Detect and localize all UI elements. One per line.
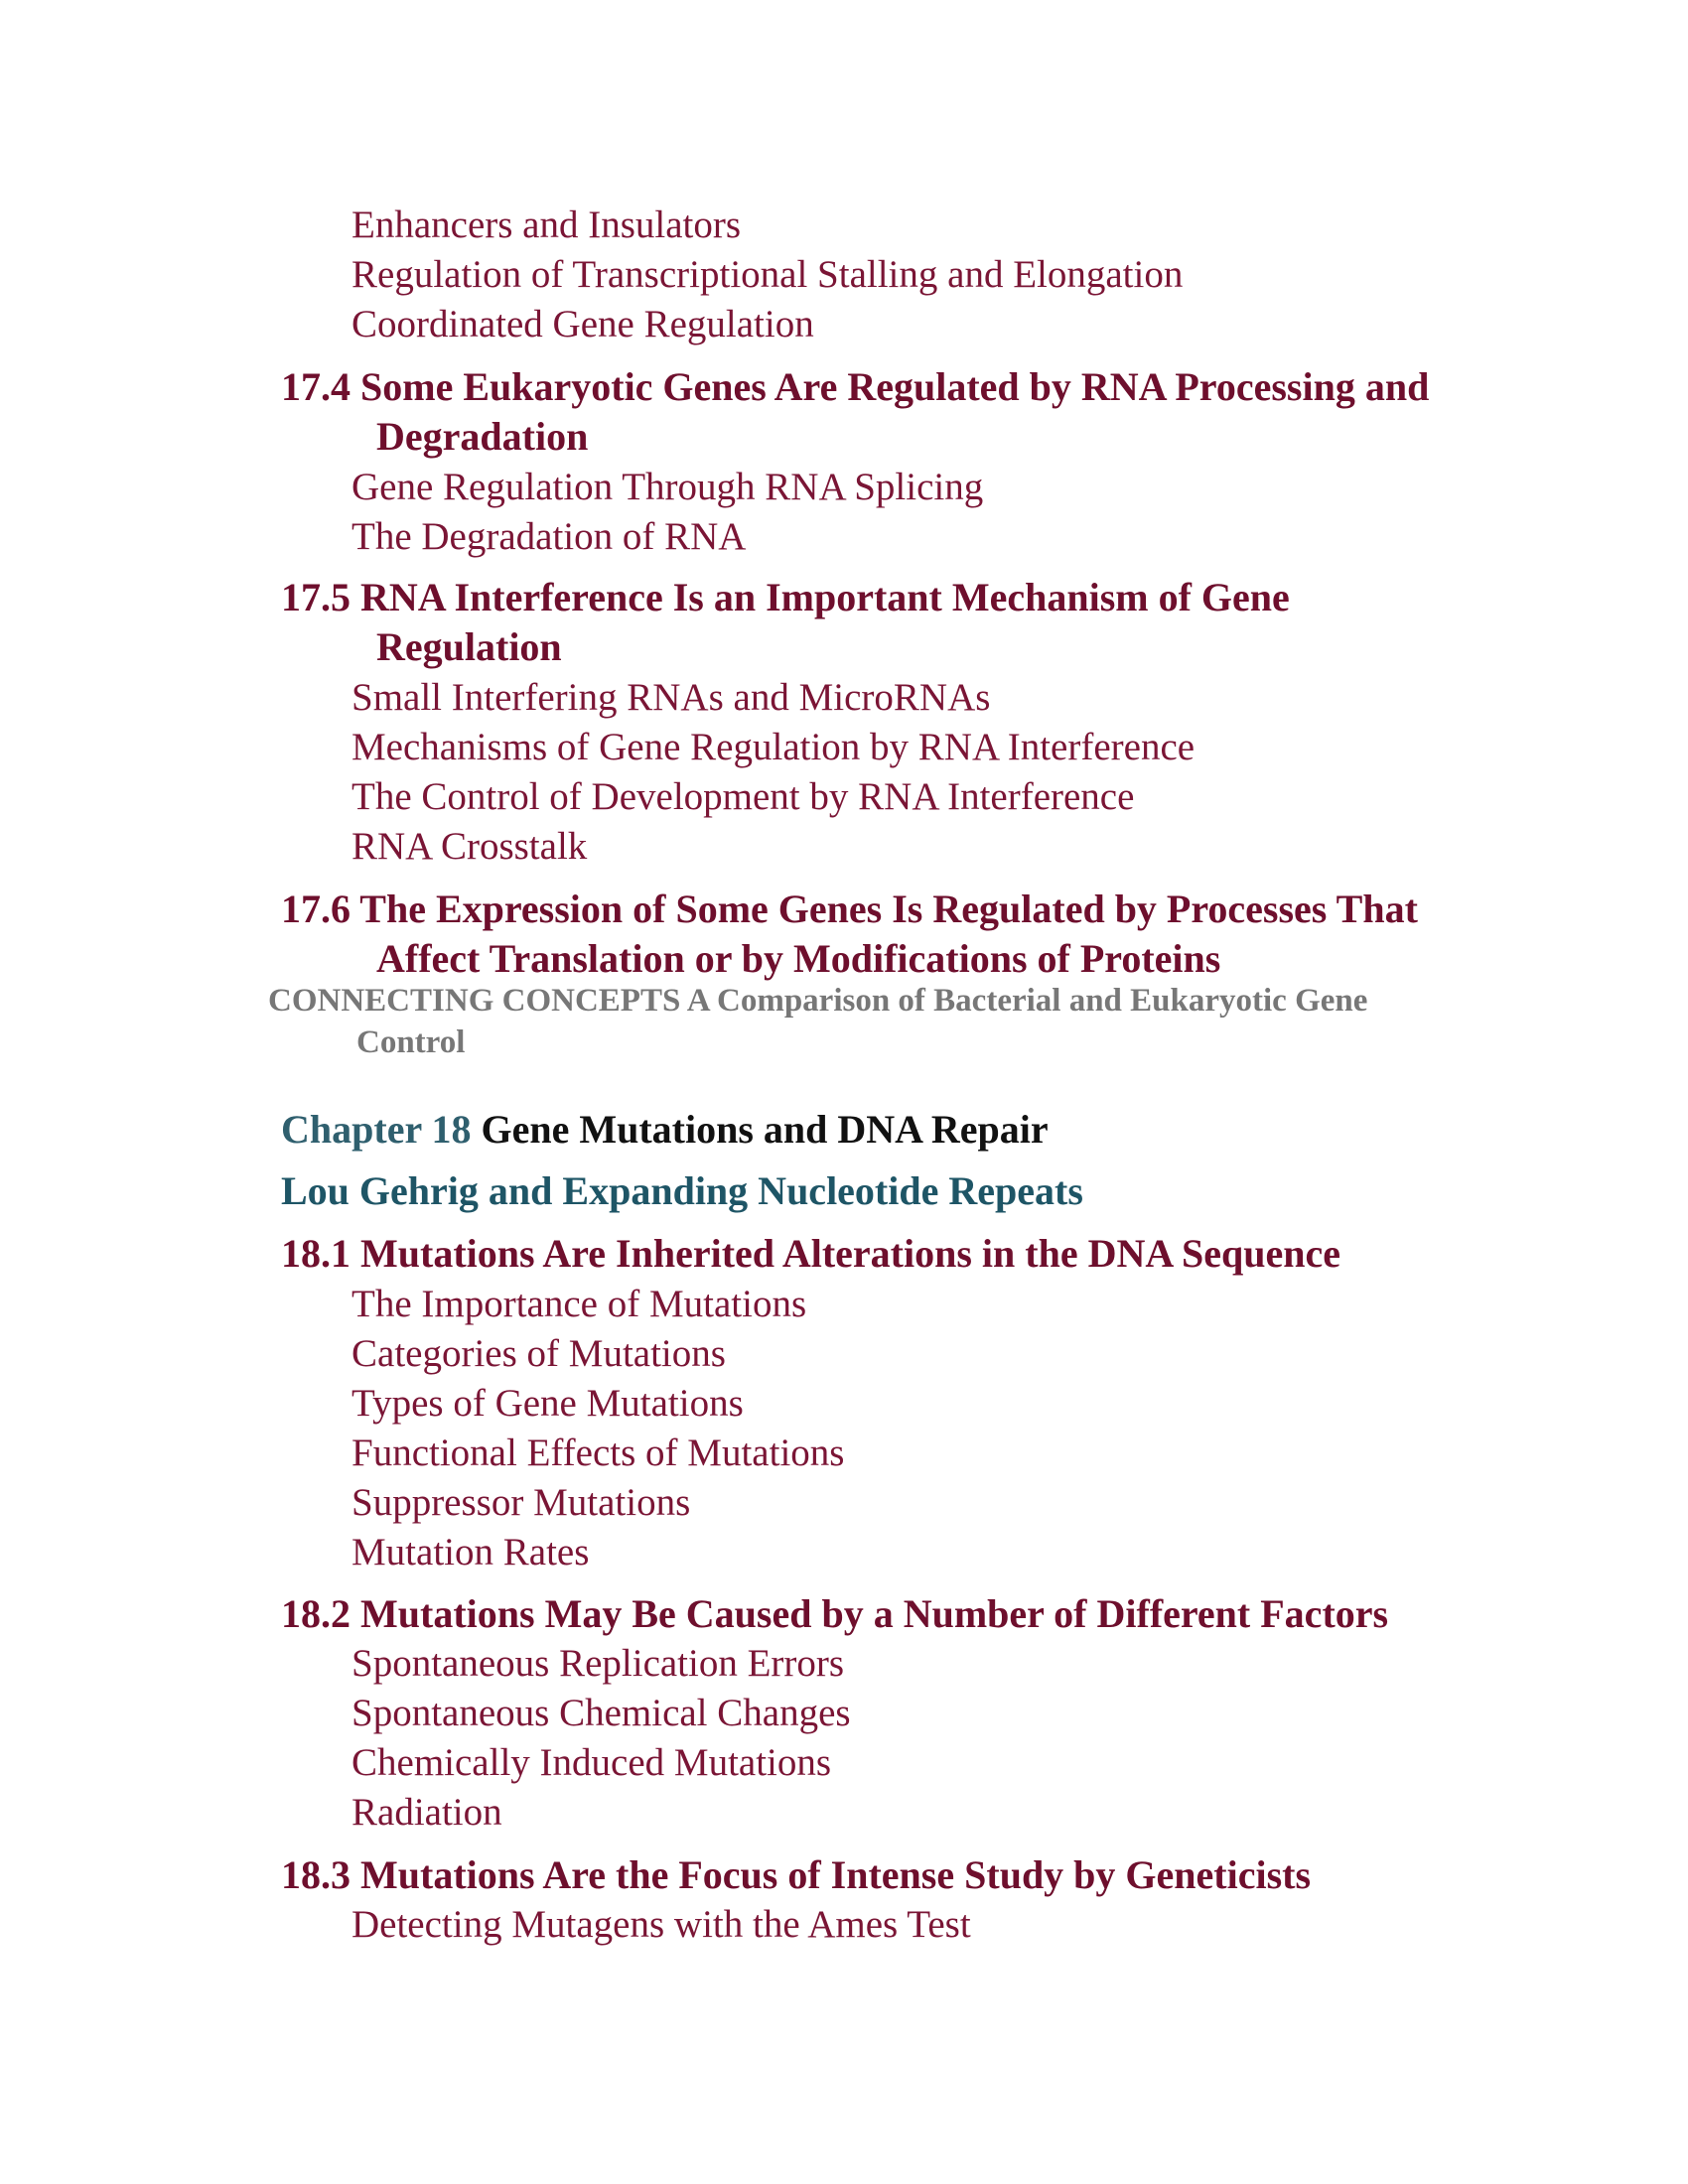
toc-subsection: Mechanisms of Gene Regulation by RNA Interference	[352, 726, 1196, 768]
toc-section-heading: 17.5 RNA Interference Is an Important Mechanism of Gene	[281, 575, 1290, 619]
connecting-concepts-heading-continued: Control	[356, 1024, 466, 1060]
toc-subsection: The Control of Development by RNA Interference	[352, 775, 1135, 818]
toc-section-heading: 18.2 Mutations May Be Caused by a Number of Different Factors	[281, 1591, 1389, 1636]
toc-subsection: Regulation of Transcriptional Stalling and Elongation	[352, 253, 1184, 296]
chapter-heading	[281, 1107, 1049, 1152]
toc-subsection: Types of Gene Mutations	[352, 1382, 744, 1425]
toc-subsection: Categories of Mutations	[352, 1332, 726, 1375]
toc-subsection: RNA Crosstalk	[352, 825, 588, 868]
toc-section-heading-continued: Degradation	[376, 414, 589, 459]
toc-section-heading-continued: Regulation	[376, 624, 562, 669]
toc-subsection: Coordinated Gene Regulation	[352, 303, 814, 345]
toc-subsection: Chemically Induced Mutations	[352, 1741, 832, 1784]
chapter-title: Gene Mutations and DNA Repair	[481, 1107, 1049, 1152]
toc-section-heading: 18.1 Mutations Are Inherited Alterations in the DNA Sequence	[281, 1231, 1341, 1276]
connecting-concepts-heading: CONNECTING CONCEPTS A Comparison of Bacterial and Eukaryotic Gene	[268, 983, 1368, 1019]
toc-subsection: Detecting Mutagens with the Ames Test	[352, 1903, 971, 1946]
toc-subsection: The Importance of Mutations	[352, 1283, 807, 1325]
toc-subsection: The Degradation of RNA	[352, 515, 747, 558]
toc-subsection: Mutation Rates	[352, 1531, 590, 1573]
toc-subsection: Functional Effects of Mutations	[352, 1432, 845, 1474]
toc-section-heading: 17.6 The Expression of Some Genes Is Regulated by Processes That	[281, 887, 1418, 931]
toc-subsection: Radiation	[352, 1791, 502, 1834]
toc-subsection: Spontaneous Chemical Changes	[352, 1692, 851, 1734]
chapter-opener: Lou Gehrig and Expanding Nucleotide Repeats	[281, 1168, 1083, 1213]
toc-section-heading: 17.4 Some Eukaryotic Genes Are Regulated by RNA Processing and	[281, 364, 1430, 409]
chapter-number: Chapter 18	[281, 1107, 472, 1152]
toc-section-heading: 18.3 Mutations Are the Focus of Intense Study by Geneticists	[281, 1852, 1312, 1897]
toc-subsection: Small Interfering RNAs and MicroRNAs	[352, 676, 991, 719]
toc-subsection: Suppressor Mutations	[352, 1481, 691, 1524]
toc-subsection: Spontaneous Replication Errors	[352, 1642, 845, 1685]
toc-section-heading-continued: Affect Translation or by Modifications of Proteins	[376, 936, 1221, 981]
toc-subsection: Gene Regulation Through RNA Splicing	[352, 466, 984, 508]
toc-subsection: Enhancers and Insulators	[352, 204, 742, 246]
